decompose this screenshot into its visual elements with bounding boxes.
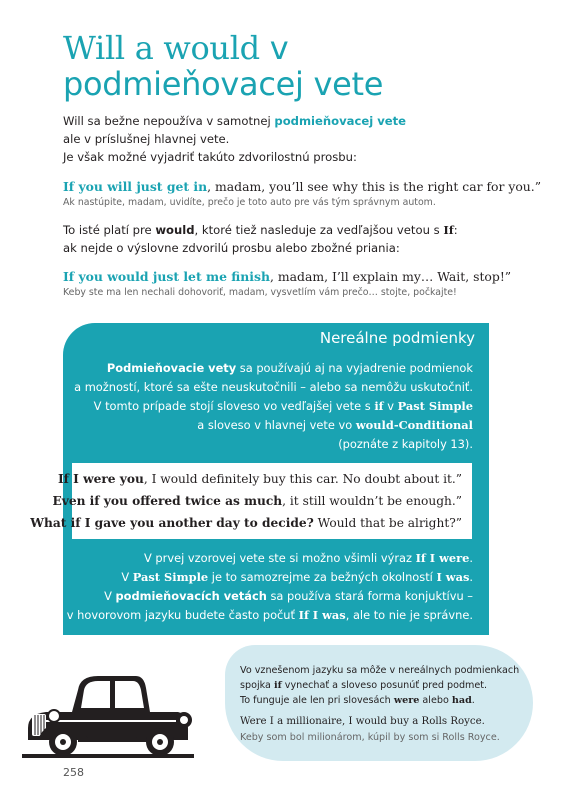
intro-line-2: ale v príslušnej hlavnej vete.	[63, 132, 230, 146]
middle-line-1: To isté platí pre would, ktoré tiež nasleduje za vedľajšou vetou s If:	[63, 223, 458, 237]
middle-line-2: ak nejde o výslovne zdvorilú prosbu alebo zbožné priania:	[63, 241, 400, 255]
title-part1: Will a would	[63, 29, 260, 67]
box-note-line-4: v hovorovom jazyku budete často počuť If I was, ale to nie je správne.	[66, 608, 473, 622]
box-note-line-1: V prvej vzorovej vete ste si možno všimli výraz If I were.	[144, 551, 473, 565]
box-para-line-2: a možností, ktoré sa ešte neuskutočnili – alebo sa nemôžu uskutočniť.	[74, 380, 473, 394]
intro-line-1: Will sa bežne nepoužíva v samotnej podmieňovacej vete	[63, 114, 407, 128]
callout-line-1: Vo vznešenom jazyku sa môže v nereálnych podmienkach	[240, 665, 520, 676]
box-example-2: Even if you offered twice as much, it still wouldn’t be enough.”	[52, 494, 462, 508]
example-2-translation: Keby ste ma len nechali dohovoriť, madam, vysvetlím vám prečo… stojte, počkajte!	[63, 287, 457, 298]
term-highlight: podmieňovacej vete	[274, 114, 407, 128]
box-note-line-3: V podmieňovacích vetách sa používa stará forma konjuktívu –	[104, 589, 473, 603]
example-2: If you would just let me finish, madam, I’ll explain my… Wait, stop!”	[63, 269, 512, 284]
box-para-line-3: V tomto prípade stojí sloveso vo vedľajšej vete s if v Past Simple	[93, 399, 473, 413]
box-example-1: If I were you, I would definitely buy this car. No doubt about it.”	[57, 472, 462, 486]
page-number: 258	[63, 766, 84, 779]
box-example-3: What if I gave you another day to decide? Would that be alright?”	[30, 516, 462, 530]
box-note-line-2: V Past Simple je to samozrejme za bežných okolností I was.	[121, 570, 473, 584]
example-1-translation: Ak nastúpite, madam, uvidíte, prečo je toto auto pre vás tým správnym autom.	[63, 197, 436, 208]
title-part2: v	[259, 29, 289, 67]
callout-translation: Keby som bol milionárom, kúpil by som si Rolls Royce.	[240, 732, 500, 743]
example-1: If you will just get in, madam, you’ll see why this is the right car for you.”	[63, 179, 542, 194]
unreal-conditions-box	[30, 323, 489, 635]
intro-line-3: Je však možné vyjadriť takúto zdvorilostnú prosbu:	[63, 150, 357, 164]
box-para-line-5: (poznáte z kapitoly 13).	[338, 437, 473, 451]
vintage-car-icon	[18, 668, 198, 760]
callout-line-2: spojka if vynechať a sloveso posunúť pred podmet.	[240, 680, 488, 691]
box-title: Nereálne podmienky	[319, 329, 475, 347]
examples-panel	[30, 463, 472, 539]
title-line2: podmieňovacej vete	[63, 65, 384, 103]
box-para-line-4: a sloveso v hlavnej vete vo would-Conditional	[197, 418, 473, 432]
box-para-line-1: Podmieňovacie vety sa používajú aj na vyjadrenie podmienok	[106, 361, 473, 375]
page-title	[63, 30, 533, 102]
callout-line-3: To funguje ale len pri slovesách were alebo had.	[240, 695, 475, 706]
callout-example: Were I a millionaire, I would buy a Rolls Royce.	[240, 716, 485, 727]
